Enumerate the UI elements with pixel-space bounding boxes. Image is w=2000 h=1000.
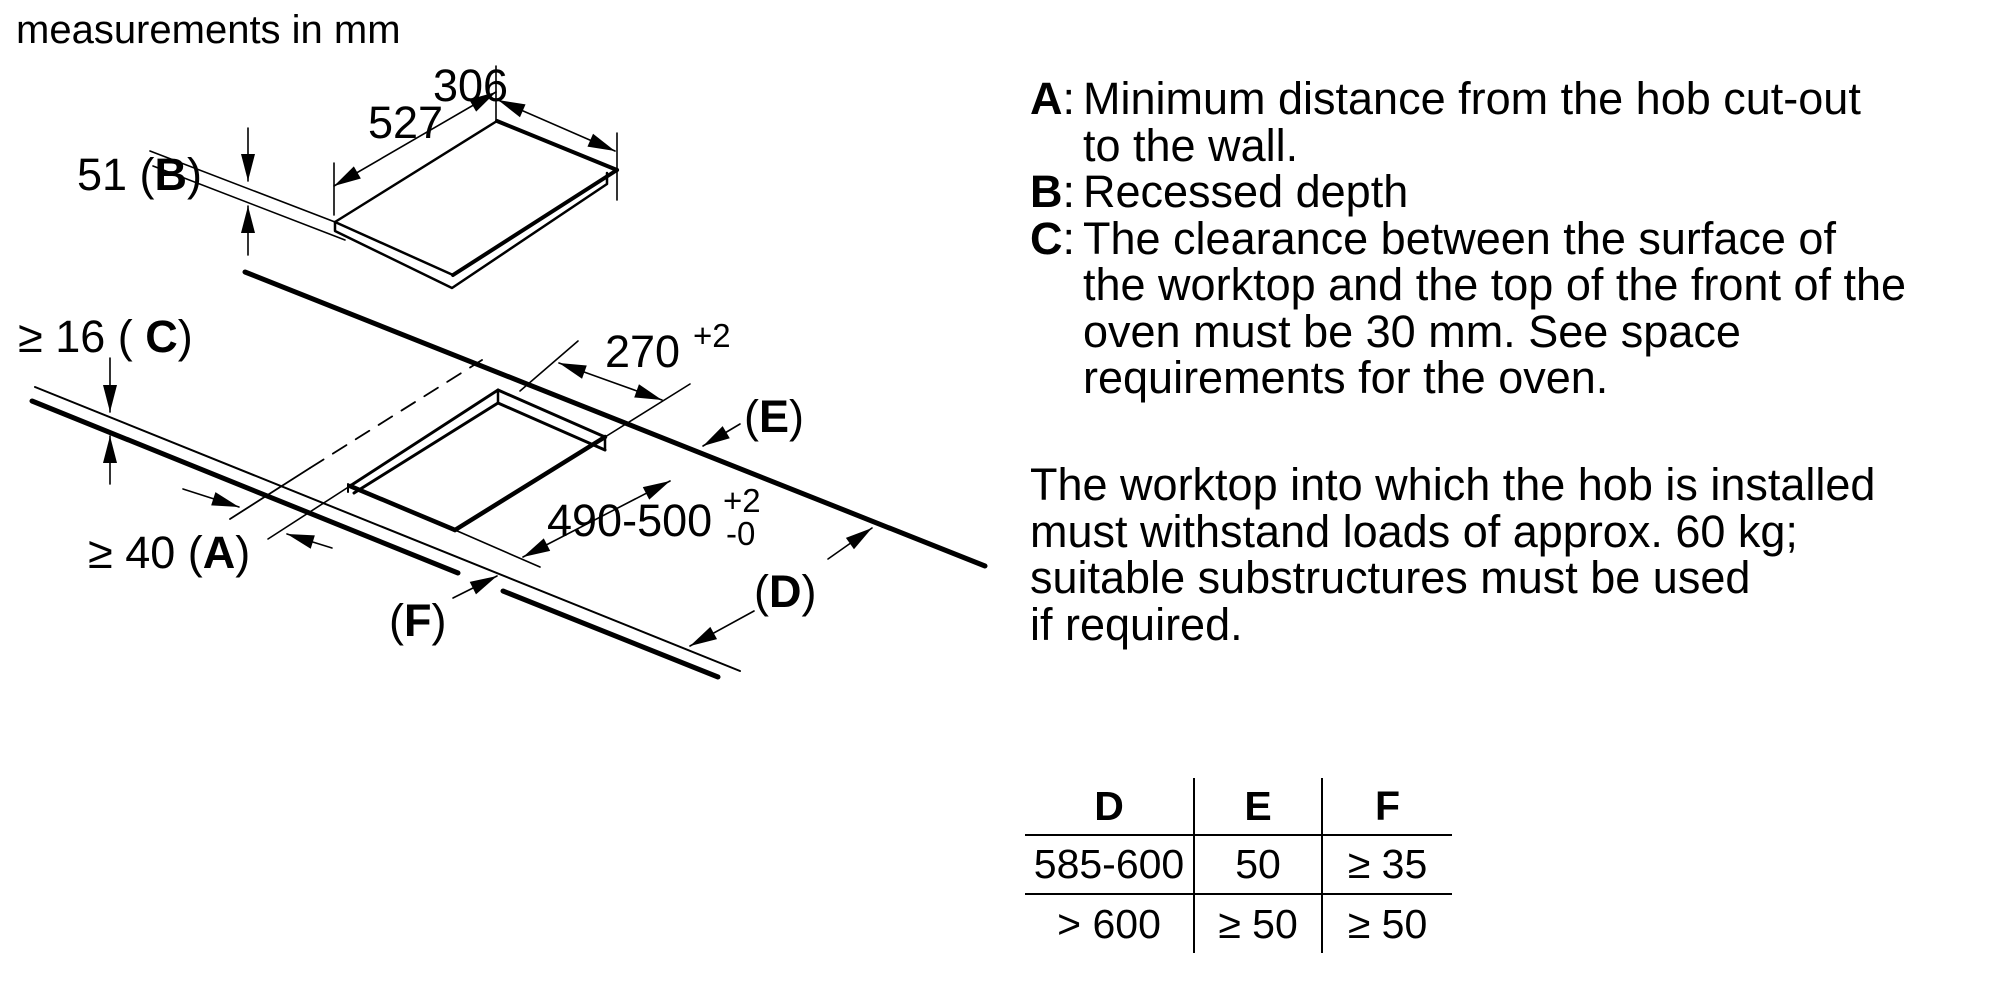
dim-40-label: ≥ 40 (A) — [88, 527, 251, 578]
label-e-arrow — [703, 424, 740, 446]
dim-490-sub: -0 — [726, 515, 756, 552]
label-f: (F) — [389, 595, 447, 646]
note-b-line: Recessed depth — [1083, 166, 1409, 217]
dim-40-arrow-left — [287, 534, 332, 548]
dim-306-label: 306 — [433, 60, 509, 111]
worktop-front-edge-right — [503, 591, 718, 677]
cutout-edge-back-right — [498, 390, 605, 437]
note-c-line: requirements for the oven. — [1083, 352, 1609, 403]
dim-16-label: ≥ 16 ( C) — [18, 311, 193, 362]
worktop-load-paragraph — [1030, 459, 1970, 650]
table-cell-e1: 50 — [1193, 836, 1323, 895]
label-f-arrow — [453, 576, 497, 598]
dim-527-label: 527 — [368, 97, 444, 148]
note-a — [1030, 73, 1970, 171]
label-d: (D) — [754, 566, 817, 617]
note-b-marker: B: — [1030, 166, 1076, 217]
table-cell-f2: ≥ 50 — [1347, 900, 1428, 947]
cutout-edge-extension-left — [268, 486, 350, 539]
paragraph-line: suitable substructures must be used — [1030, 552, 1751, 603]
note-a-line: Minimum distance from the hob cut-out — [1083, 73, 1861, 124]
cutout-inner-edge-left — [354, 403, 498, 493]
note-c-marker: C: — [1030, 212, 1076, 264]
table-cell-f1: ≥ 35 — [1323, 836, 1452, 895]
dim-51-label: 51 (B) — [77, 149, 203, 200]
table-cell-d1: 585-600 — [1025, 836, 1193, 895]
dim-490-label: 490-500 — [547, 495, 713, 546]
installation-diagram — [0, 0, 1000, 780]
def-distance-table — [1025, 778, 1452, 953]
table-header-e: E — [1193, 778, 1323, 836]
dim-40-arrow-right — [183, 489, 239, 507]
paragraph-line: must withstand loads of approx. 60 kg; — [1030, 505, 1798, 557]
cutout-edge-front-left — [350, 486, 455, 530]
legend-notes — [1030, 73, 1970, 403]
note-a-marker: A: — [1030, 73, 1076, 124]
label-e: (E) — [744, 391, 805, 442]
note-c-line: The clearance between the surface of — [1083, 212, 1836, 264]
paragraph-line: if required. — [1030, 598, 1243, 650]
dim-270-sup: +2 — [693, 317, 731, 354]
table-cell-d2: > 600 — [1057, 900, 1161, 947]
cutout-edge-back-left — [350, 390, 498, 486]
dim-270-ext-right — [605, 384, 690, 437]
table-cell-e2: ≥ 50 — [1193, 895, 1323, 953]
table-header-d: D — [1025, 778, 1193, 836]
dim-490-sup: +2 — [723, 482, 761, 519]
label-d-arrow-up — [828, 528, 872, 559]
note-c-line: the worktop and the top of the front of the — [1083, 259, 1907, 310]
dim-270-label: 270 — [605, 326, 681, 377]
note-b — [1030, 166, 1970, 217]
note-c-line: oven must be 30 mm. See space — [1083, 305, 1741, 357]
table-header-f: F — [1323, 778, 1452, 836]
note-a-line: to the wall. — [1083, 119, 1299, 171]
paragraph-line: The worktop into which the hob is installed — [1030, 459, 1876, 510]
wall-reference-dashed-line — [310, 360, 482, 468]
label-d-arrow-down — [690, 611, 754, 646]
note-c — [1030, 212, 1970, 403]
page-title: measurements in mm — [16, 8, 401, 52]
